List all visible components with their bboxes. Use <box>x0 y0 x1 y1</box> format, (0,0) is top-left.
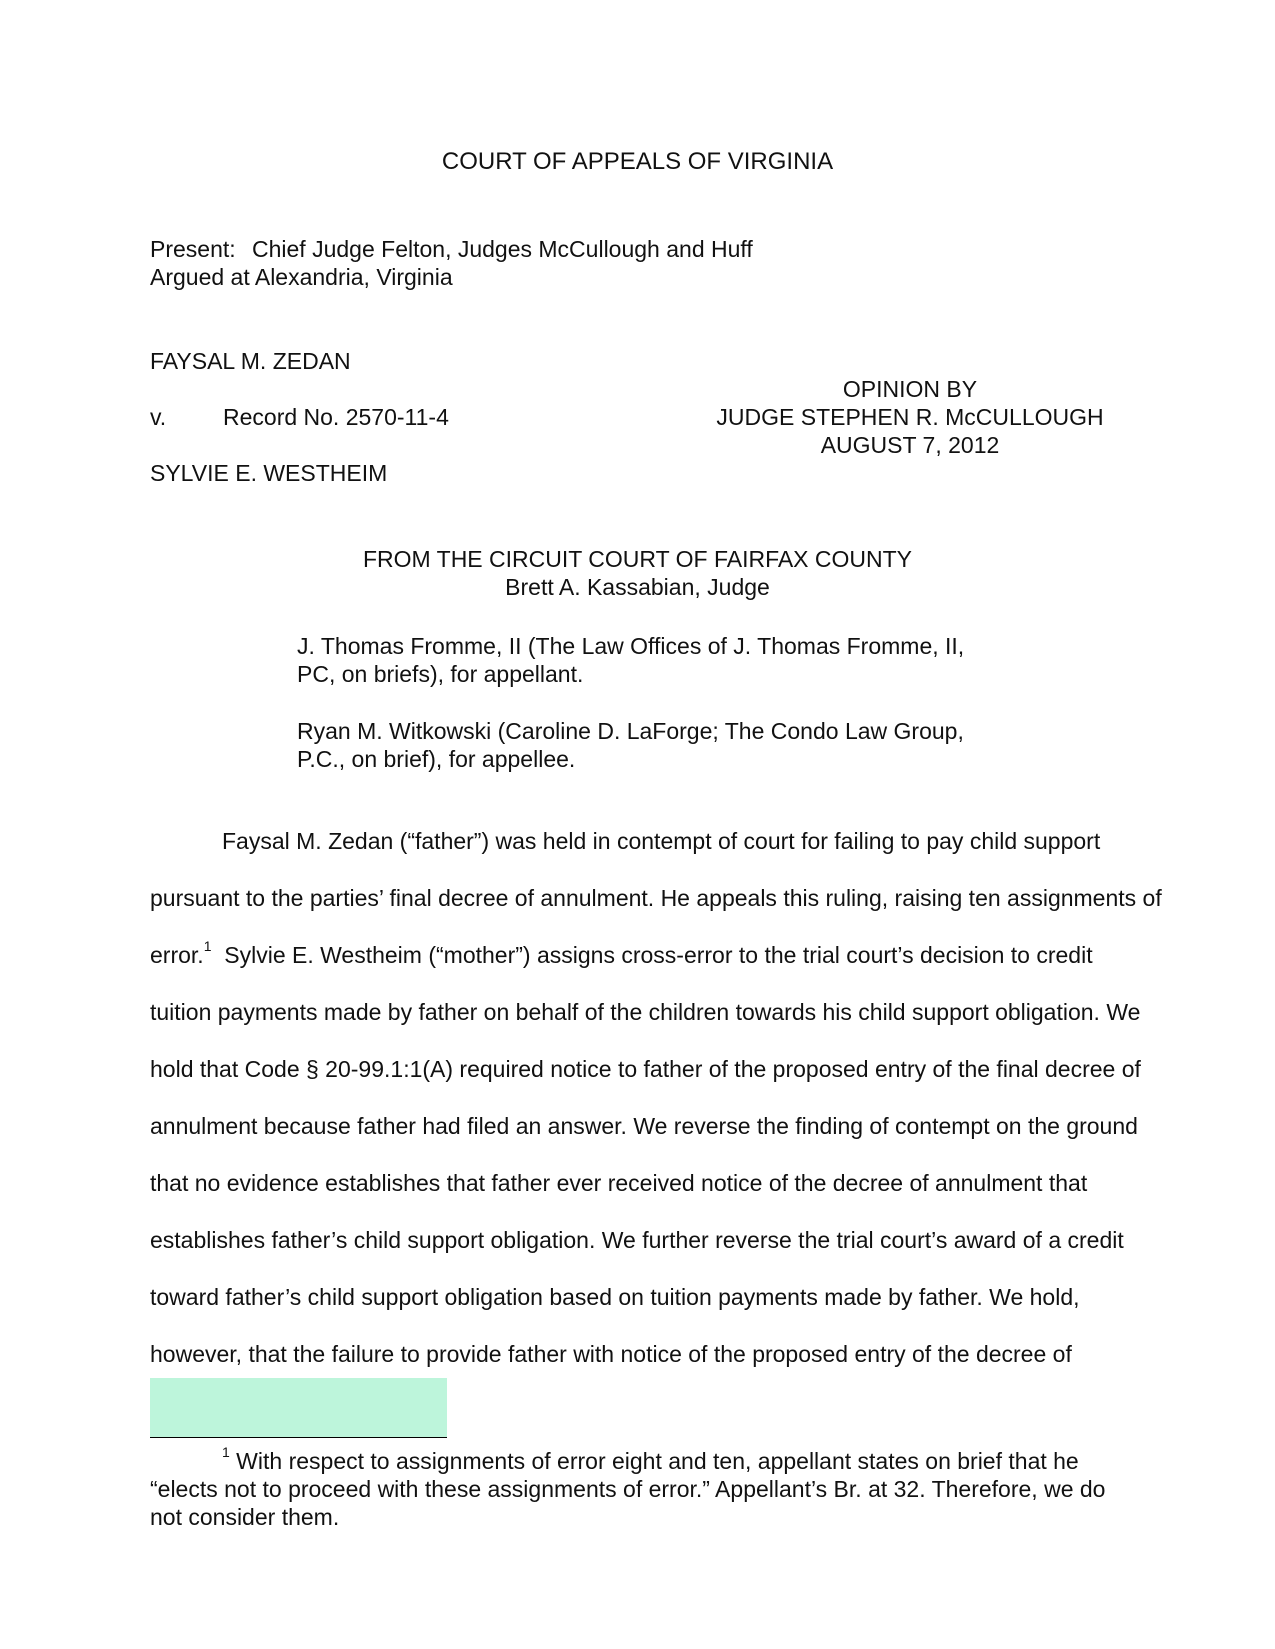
present-judges: Chief Judge Felton, Judges McCullough and Huff <box>252 236 753 262</box>
lower-court: FROM THE CIRCUIT COURT OF FAIRFAX COUNTY <box>362 546 913 572</box>
counsel-appellee-line2: P.C., on brief), for appellee. <box>297 746 576 772</box>
versus: v. <box>150 404 167 430</box>
footnote-marker: 1 <box>222 1444 230 1460</box>
body-line-2: pursuant to the parties’ final decree of annulment. He appeals this ruling, raising ten assignments of <box>150 885 1162 911</box>
body-line-9: toward father’s child support obligation based on tuition payments made by father. We hold, <box>150 1284 1080 1310</box>
body-line-3-start: error. <box>150 942 204 968</box>
court-title: COURT OF APPEALS OF VIRGINIA <box>441 148 834 175</box>
counsel-appellee-line1: Ryan M. Witkowski (Caroline D. LaForge; The Condo Law Group, <box>297 718 964 744</box>
opinion-judge: JUDGE STEPHEN R. McCULLOUGH <box>716 404 1104 430</box>
footnote-line-1 <box>222 1444 1079 1475</box>
body-line-7: that no evidence establishes that father ever received notice of the decree of annulment that <box>150 1170 1088 1196</box>
body-line-5: hold that Code § 20-99.1:1(A) required notice to father of the proposed entry of the final decree of <box>150 1056 1141 1082</box>
body-line-3-rest: Sylvie E. Westheim (“mother”) assigns cross-error to the trial court’s decision to credit <box>211 942 1093 968</box>
lower-court-judge: Brett A. Kassabian, Judge <box>505 574 770 600</box>
body-line-10: however, that the failure to provide father with notice of the proposed entry of the decree of <box>150 1341 1072 1367</box>
body-line-6: annulment because father had filed an answer. We reverse the finding of contempt on the ground <box>150 1113 1138 1139</box>
body-line-1: Faysal M. Zedan (“father”) was held in contempt of court for failing to pay child support <box>222 828 1101 854</box>
counsel-appellant-line1: J. Thomas Fromme, II (The Law Offices of J. Thomas Fromme, II, <box>297 633 965 659</box>
opinion-date: AUGUST 7, 2012 <box>820 432 1000 458</box>
present-label: Present: <box>150 236 236 262</box>
body-line-3 <box>150 938 1093 969</box>
appellant-name: FAYSAL M. ZEDAN <box>150 348 351 374</box>
counsel-appellant-line2: PC, on briefs), for appellant. <box>297 661 584 687</box>
argued-location: Argued at Alexandria, Virginia <box>150 264 453 290</box>
footnote-ref-1[interactable]: 1 <box>203 938 212 954</box>
highlight-box <box>150 1378 447 1438</box>
footnote-line-3: not consider them. <box>150 1504 340 1530</box>
body-line-8: establishes father’s child support obligation. We further reverse the trial court’s award of a credit <box>150 1227 1124 1253</box>
body-line-4: tuition payments made by father on behalf of the children towards his child support obligation. We <box>150 999 1141 1025</box>
footnote-separator <box>150 1437 447 1438</box>
footnote-line-2: “elects not to proceed with these assignments of error.” Appellant’s Br. at 32. Therefore, we do <box>150 1476 1106 1502</box>
opinion-by: OPINION BY <box>842 376 978 402</box>
record-number: Record No. 2570-11-4 <box>223 404 449 430</box>
appellee-name: SYLVIE E. WESTHEIM <box>150 460 388 486</box>
footnote-line-1-text: With respect to assignments of error eight and ten, appellant states on brief that he <box>229 1448 1079 1474</box>
